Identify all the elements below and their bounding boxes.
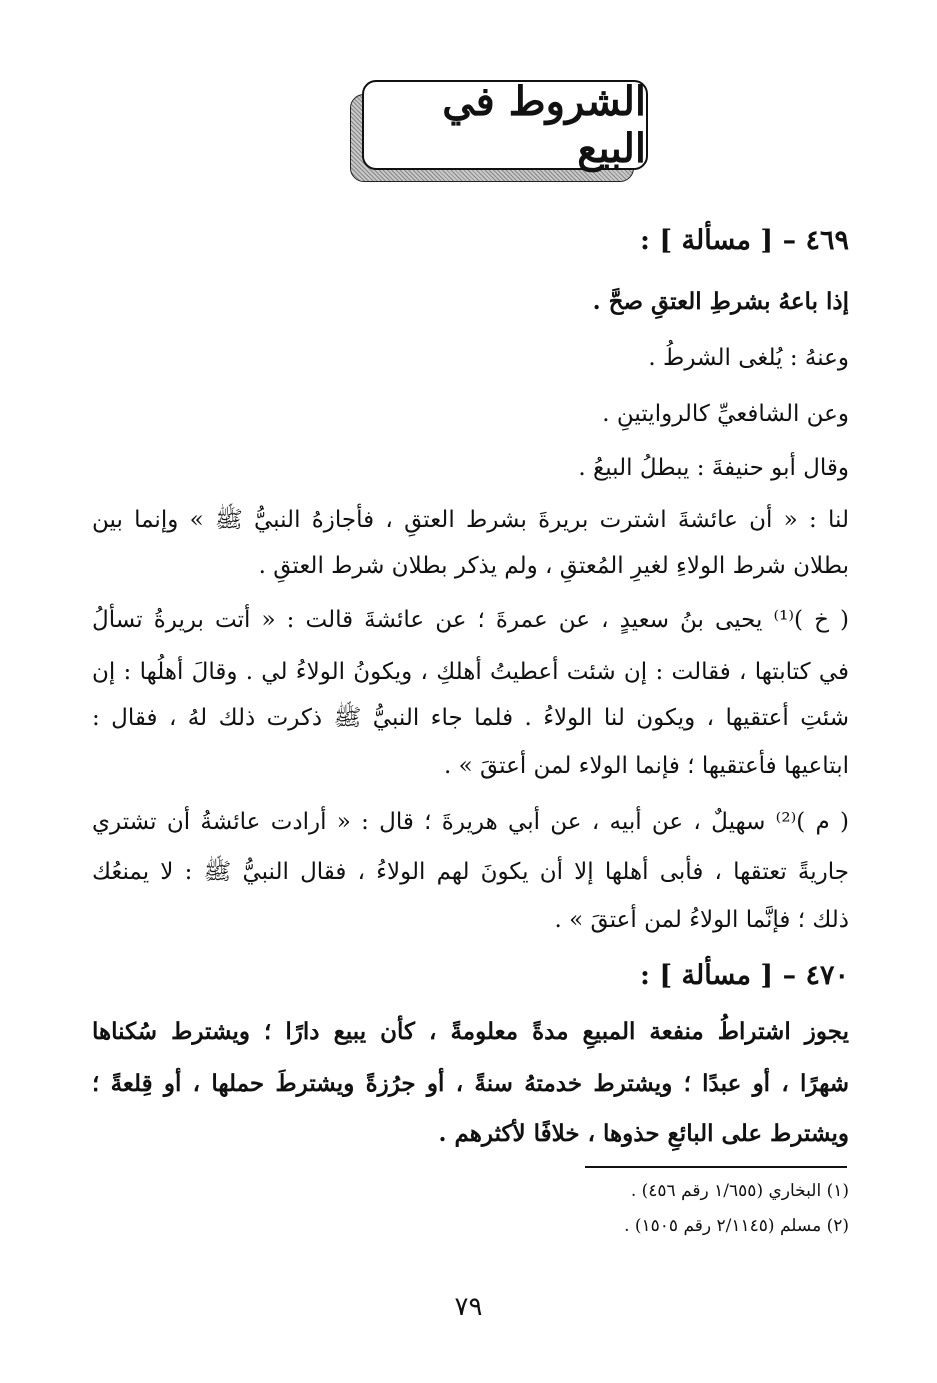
text-line: وقال أبو حنيفةَ : يبطلُ البيعُ . <box>578 455 849 481</box>
ruling-line: يجوز اشتراطُ منفعة المبيعِ مدةً معلومةً ، كأن يبيع دارًا ؛ ويشترط سُكناها <box>92 1018 849 1045</box>
text-line: بطلان شرط الولاءِ لغيرِ المُعتقِ ، ولم يذكر بطلان شرط العتقِ . <box>258 553 849 579</box>
ruling-line: ويشترط على البائعِ حذوها ، خلافًا لأكثرهم . <box>438 1120 849 1147</box>
footnote-divider <box>585 1166 847 1168</box>
ruling-line: شهرًا ، أو عبدًا ؛ ويشترط خدمتهُ سنةً ، أو جرُزةً ويشترطَ حملها ، أو قِلعةً ؛ <box>92 1070 849 1097</box>
chapter-title: الشروط في البيع <box>442 78 646 172</box>
title-box <box>362 80 648 170</box>
hadith-line: جاريةً تعتقها ، فأبى أهلها إلا أن يكونَ لهم الولاءُ ، فقال النبيُّ ﷺ : لا يمنعُك <box>92 859 849 885</box>
text-line: وعنهُ : يُلغى الشرطُ . <box>648 345 849 371</box>
hadith-line: شئتِ أعتقيها ، ويكون لنا الولاءُ . فلما جاء النبيُّ ﷺ ذكرت ذلك لهُ ، فقال : <box>92 705 849 731</box>
text-line: وعن الشافعيِّ كالروايتينِ . <box>602 401 849 427</box>
footnote-1: (١) البخاري (١/٦٥٥ رقم ٤٥٦) . <box>630 1181 849 1201</box>
text-line: لنا : « أن عائشةَ اشترت بريرةَ بشرط العتقِ ، فأجازهُ النبيُّ ﷺ » وإنما بين <box>92 507 849 533</box>
hadith-line: ابتاعيها فأعتقيها ؛ فإنما الولاء لمن أعتقَ » . <box>443 753 849 779</box>
chapter-title-frame <box>350 80 648 182</box>
footnote-2: (٢) مسلم (٢/١١٤٥ رقم ١٥٠٥) . <box>624 1216 849 1236</box>
page-number: ٧٩ <box>454 1292 483 1322</box>
ruling-line: إذا باعهُ بشرطِ العتقِ صحَّ . <box>592 288 849 315</box>
section-heading-470: ٤٧٠ – [ مسألة ] : <box>639 960 849 991</box>
hadith-line: ذلك ؛ فإنَّما الولاءُ لمن أعتقَ » . <box>554 907 849 933</box>
section-heading-469: ٤٦٩ – [ مسألة ] : <box>639 225 849 256</box>
hadith-line: في كتابتها ، فقالت : إن شئت أعطيتُ أهلكِ ، ويكونُ الولاءُ لي . وقالَ أهلُها : إن <box>92 659 849 685</box>
hadith-line: ( م )⁽²⁾ سهيلٌ ، عن أبيه ، عن أبي هريرةَ ؛ قال : « أرادت عائشةُ أن تشتري <box>92 809 849 835</box>
hadith-line: ( خ )⁽¹⁾ يحيى بنُ سعيدٍ ، عن عمرةَ ؛ عن عائشةَ قالت : « أتت بريرةُ تسألُ <box>92 607 849 633</box>
